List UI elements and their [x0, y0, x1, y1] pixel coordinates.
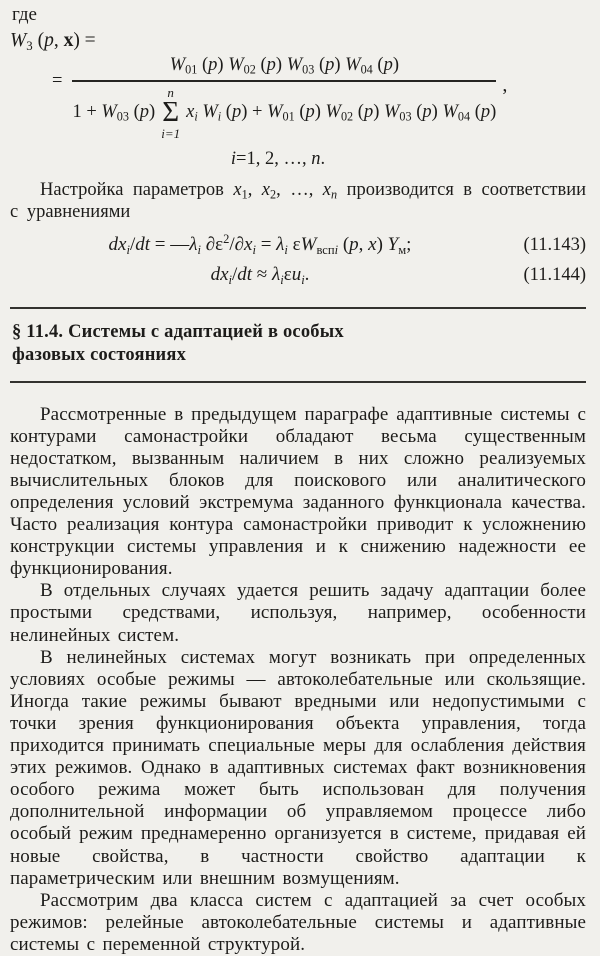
equation-11-143 — [10, 231, 586, 257]
section-divider-top — [10, 307, 586, 309]
paragraph-4: Рассмотрим два класса систем с адаптацией за счет особых режимов: релейные автоколебательные системы и адаптивные системы с переменной структурой. — [10, 889, 586, 955]
formula-lhs: $W_3$ (p, x) = — [10, 30, 96, 53]
paragraph-1: Рассмотренные в предыдущем параграфе адаптивные системы с контурами самонастройки обладают весьма существенным недостатком, вызванным наличием в них сложно реализуемых вычислительных блоков для поискового или аналитического определения условий экстремума заданного функционала качества. Часто реализация контура самонастройки приводит к усложнению конструкции системы управления и к снижению надежности ее функционирования. — [10, 403, 586, 580]
equation-body: $dx_i/dt$ = $—\lambda_i$ $\partial\varepsilon^2/\partial x_i = \lambda_i$ $\varepsilon W_{вспi}$ (p, x) $Y_м$; — [108, 231, 412, 257]
body-text — [10, 404, 586, 956]
sum-upper-limit: n — [167, 85, 174, 100]
index-range-line: i=1, 2, …, n. — [230, 148, 326, 169]
main-transfer-function-formula — [52, 55, 586, 140]
trailing-comma: , — [502, 73, 508, 96]
section-divider-bottom — [10, 381, 586, 383]
tuning-paragraph: Настройка параметров $x_1$, $x_2$, …, $x_n$ производится в соответствии с уравнениями — [10, 179, 587, 222]
equation-body: $dx_i/dt \approx \lambda_i\varepsilon u_i$. — [210, 263, 310, 287]
sum-lower-limit: i=1 — [161, 125, 181, 141]
where-label: где — [12, 4, 37, 25]
equation-11-144 — [10, 264, 586, 286]
equals-sign: = — [52, 70, 63, 91]
denominator-right: $x_i$ $W_i$ $(p) + W_{01}$ (p) $W_{02}$ (p) $W_{03}$ (p) $W_{04}$ (p) — [186, 102, 497, 124]
summation-symbol — [161, 86, 180, 140]
equation-number: (11.143) — [523, 234, 586, 255]
paragraph-3: В нелинейных системах могут возникать при определенных условиях особые режимы — автоколебательные или скользящие. Иногда такие режимы бывают вредными или недопустимыми с точки зрения функционирования объекта управления, тогда приходится принимать специальные меры для ослабления действия этих режимов. Однако в адаптивных системах факт возникновения особого режима может быть использован для получения дополнительной информации об управляемом процессе либо особый режим преднамеренно организуется в системе, придавая ей новые свойства, в частности свойство адаптации к параметрическим или внешним возмущениям. — [10, 646, 586, 889]
fraction — [72, 55, 496, 140]
fraction-numerator: $W_{01}$ (p) $W_{02}$ (p) $W_{03}$ (p) $W_{04}$ (p) — [169, 55, 399, 77]
section-heading-line1: § 11.4. Системы с адаптацией в особых — [12, 321, 344, 342]
section-heading-line2: фазовых состояниях — [12, 345, 187, 366]
sigma-icon: Σ — [162, 96, 180, 128]
paragraph-2: В отдельных случаях удается решить задачу адаптации более простыми средствами, используя, например, особенности нелинейных систем. — [10, 580, 586, 646]
fraction-denominator — [72, 82, 496, 140]
section-heading — [12, 321, 586, 368]
denominator-left: $1 + W_{03}$ (p) — [72, 102, 156, 124]
equation-number: (11.144) — [523, 264, 586, 285]
